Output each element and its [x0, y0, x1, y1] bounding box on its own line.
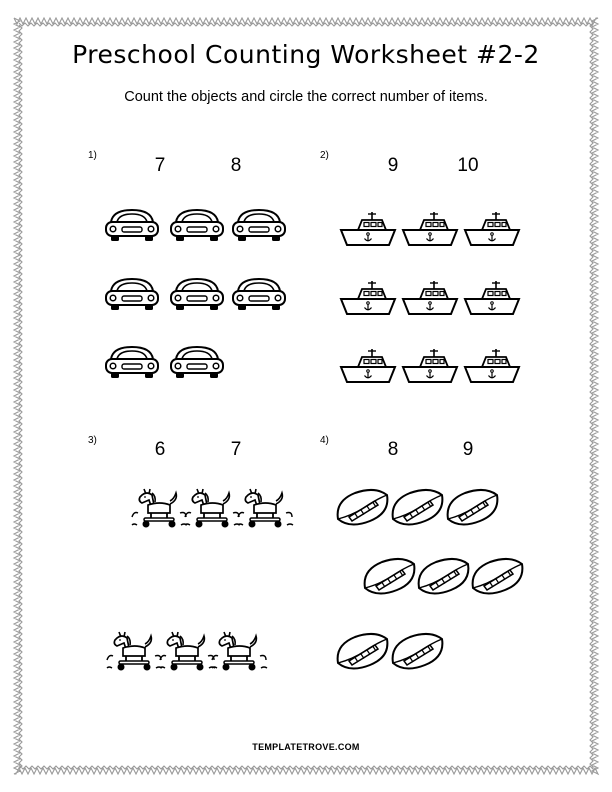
- footer-site: TEMPLATETROVE.COM: [252, 742, 360, 752]
- boat-icon: [402, 349, 458, 383]
- rocking-horse-icon: [236, 487, 294, 528]
- rocking-horse-icon: [130, 487, 188, 528]
- question-2-choice-b[interactable]: 10: [457, 155, 479, 176]
- football-icon: [390, 489, 446, 526]
- question-1-choice-a[interactable]: 7: [154, 155, 166, 176]
- question-4-choice-a[interactable]: 8: [387, 439, 399, 460]
- question-2-choice-a[interactable]: 9: [387, 155, 399, 176]
- boat-icon: [340, 281, 396, 315]
- football-icon: [335, 489, 391, 526]
- question-4-label: 4): [320, 435, 329, 446]
- car-icon: [105, 345, 159, 379]
- car-icon: [170, 208, 224, 242]
- boat-icon: [402, 281, 458, 315]
- question-1-choice-b[interactable]: 8: [230, 155, 242, 176]
- football-icon: [362, 558, 418, 595]
- boat-icon: [464, 349, 520, 383]
- rocking-horse-icon: [158, 630, 216, 671]
- instructions: Count the objects and circle the correct number of items.: [124, 89, 488, 105]
- car-icon: [232, 208, 286, 242]
- car-icon: [170, 277, 224, 311]
- football-icon: [470, 558, 526, 595]
- football-icon: [445, 489, 501, 526]
- question-2-label: 2): [320, 150, 329, 161]
- football-icon: [390, 633, 446, 670]
- car-icon: [105, 208, 159, 242]
- question-3-choice-a[interactable]: 6: [154, 439, 166, 460]
- page-title: Preschool Counting Worksheet #2-2: [72, 40, 540, 69]
- boat-icon: [340, 212, 396, 246]
- boat-icon: [340, 349, 396, 383]
- boat-icon: [402, 212, 458, 246]
- question-3-label: 3): [88, 435, 97, 446]
- boat-icon: [464, 212, 520, 246]
- car-icon: [232, 277, 286, 311]
- football-icon: [335, 633, 391, 670]
- rocking-horse-icon: [105, 630, 163, 671]
- question-3-choice-b[interactable]: 7: [230, 439, 242, 460]
- rocking-horse-icon: [210, 630, 268, 671]
- car-icon: [170, 345, 224, 379]
- car-icon: [105, 277, 159, 311]
- boat-icon: [464, 281, 520, 315]
- question-1-label: 1): [88, 150, 97, 161]
- rocking-horse-icon: [183, 487, 241, 528]
- football-icon: [416, 558, 472, 595]
- question-4-choice-b[interactable]: 9: [462, 439, 474, 460]
